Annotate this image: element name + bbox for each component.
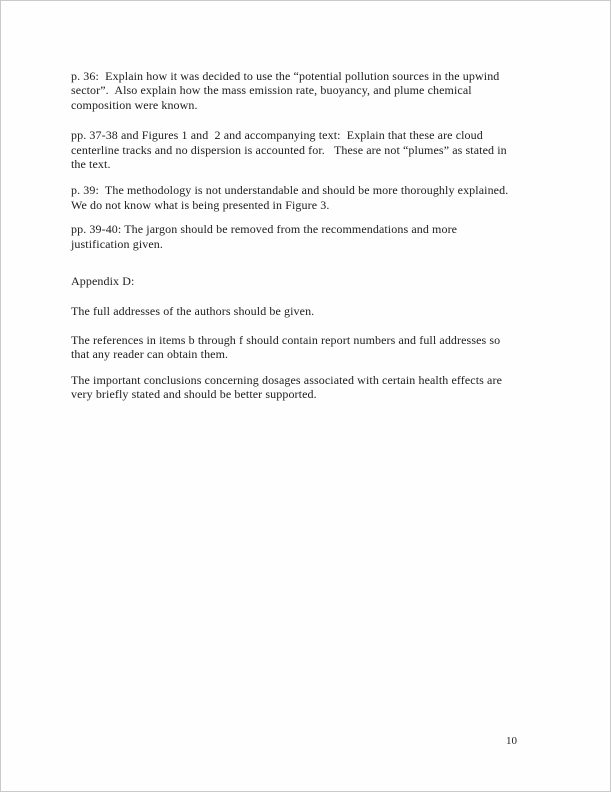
page-number: 10 (506, 735, 517, 747)
paragraph-conclusions (71, 373, 561, 402)
text-line: pp. 37-38 and Figures 1 and 2 and accompanying text: Explain that these are cloud (71, 128, 483, 143)
text-line: Appendix D: (71, 274, 135, 289)
text-line: justification given. (71, 236, 163, 251)
text-line: sector”. Also explain how the mass emission rate, buoyancy, and plume chemical (71, 83, 472, 98)
text-line: We do not know what is being presented in Figure 3. (71, 197, 330, 212)
text-line: that any reader can obtain them. (71, 347, 229, 362)
paragraph-p36 (71, 69, 561, 112)
text-line: The references in items b through f should contain report numbers and full addresses so (71, 332, 501, 347)
text-line: The important conclusions concerning dosages associated with certain health effects are (71, 372, 502, 387)
paragraph-p39 (71, 183, 561, 212)
text-line: p. 39: The methodology is not understandable and should be more thoroughly explained. (71, 183, 509, 198)
paragraph-pp39-40 (71, 222, 561, 251)
appendix-d-heading (71, 274, 561, 288)
text-line: the text. (71, 157, 111, 172)
paragraph-addresses (71, 304, 561, 318)
document-body (71, 69, 561, 402)
text-line: composition were known. (71, 97, 198, 112)
text-line: pp. 39-40: The jargon should be removed from the recommendations and more (71, 222, 458, 237)
text-line: The full addresses of the authors should be given. (71, 304, 315, 319)
paragraph-references (71, 333, 561, 362)
text-line: p. 36: Explain how it was decided to use the “potential pollution sources in the upwind (71, 69, 500, 83)
text-line: very briefly stated and should be better supported. (71, 387, 317, 402)
text-line: centerline tracks and no dispersion is accounted for. These are not “plumes” as stated in (71, 142, 507, 157)
paragraph-pp37-38 (71, 128, 561, 171)
